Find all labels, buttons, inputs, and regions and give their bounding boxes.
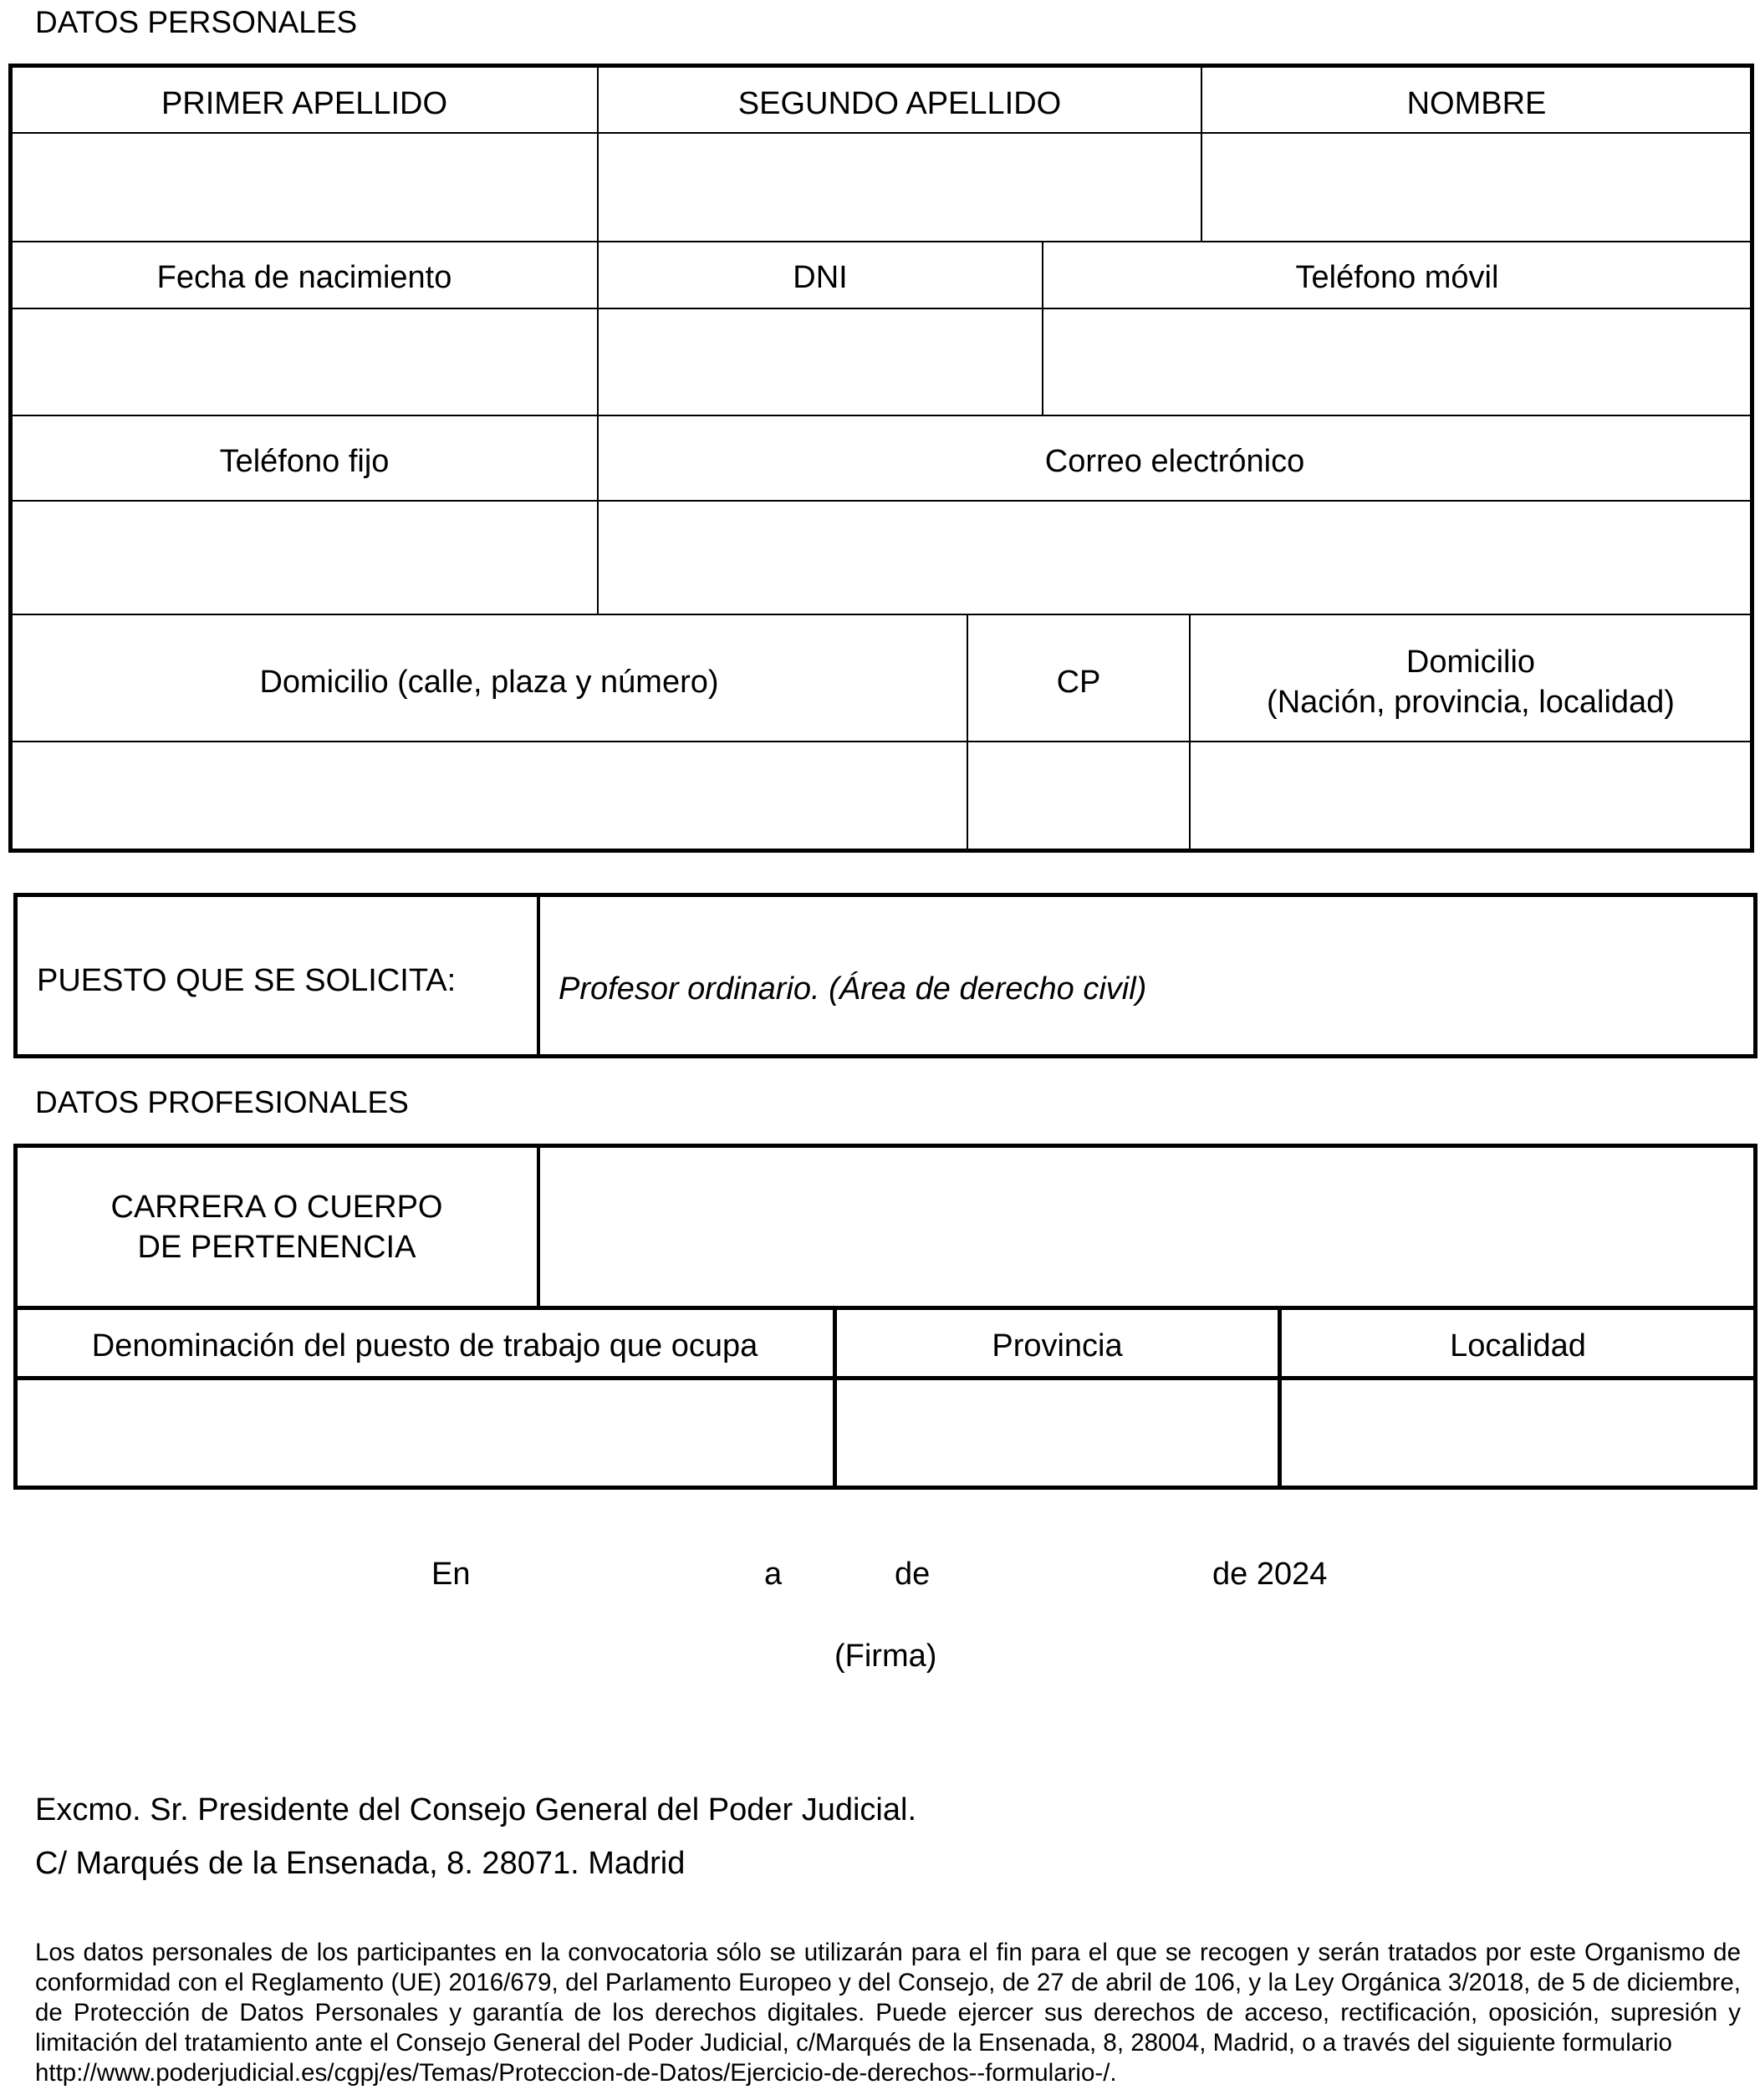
segundo-apellido-field[interactable] bbox=[599, 134, 1201, 241]
primer-apellido-label: PRIMER APELLIDO bbox=[161, 86, 448, 121]
date-year-label: de 2024 bbox=[1212, 1557, 1328, 1592]
date-a-label: a bbox=[764, 1557, 783, 1592]
domicilio-calle-field[interactable] bbox=[12, 742, 967, 848]
carrera-line1: CARRERA O CUERPO bbox=[110, 1190, 443, 1225]
addressee-line1: Excmo. Sr. Presidente del Consejo General del Poder Judicial. bbox=[35, 1792, 916, 1827]
provincia-field[interactable] bbox=[837, 1380, 1278, 1486]
date-de-label: de bbox=[895, 1557, 931, 1592]
divider bbox=[12, 415, 1751, 416]
divider bbox=[537, 896, 540, 1055]
telefono-movil-field[interactable] bbox=[1043, 309, 1751, 415]
divider bbox=[12, 614, 1751, 615]
nombre-label: NOMBRE bbox=[1406, 86, 1547, 121]
denominacion-label: Denominación del puesto de trabajo que ocupa bbox=[91, 1328, 758, 1363]
telefono-movil-label: Teléfono móvil bbox=[1295, 260, 1499, 295]
nombre-field[interactable] bbox=[1202, 134, 1751, 241]
cp-field[interactable] bbox=[968, 742, 1189, 848]
telefono-fijo-label: Teléfono fijo bbox=[219, 444, 390, 479]
puesto-label: PUESTO QUE SE SOLICITA: bbox=[37, 963, 457, 998]
denominacion-field[interactable] bbox=[17, 1380, 833, 1486]
privacy-notice bbox=[35, 1938, 1741, 2088]
localidad-field[interactable] bbox=[1282, 1380, 1754, 1486]
privacy-notice-url[interactable]: http://www.poderjudicial.es/cgpj/es/Temas/Proteccion-de-Datos/Ejercicio-de-derechos--formulario-/. bbox=[35, 2059, 1117, 2087]
dni-field[interactable] bbox=[599, 309, 1042, 415]
dni-label: DNI bbox=[793, 260, 848, 295]
professional-data-heading: DATOS PROFESIONALES bbox=[35, 1085, 409, 1119]
divider bbox=[12, 241, 1751, 242]
correo-label: Correo electrónico bbox=[1044, 444, 1305, 479]
cp-label: CP bbox=[1056, 665, 1101, 700]
puesto-value[interactable]: Profesor ordinario. (Área de derecho civil) bbox=[559, 971, 1147, 1007]
carrera-line2: DE PERTENENCIA bbox=[137, 1230, 416, 1265]
localidad-label: Localidad bbox=[1450, 1328, 1586, 1363]
firma-label: (Firma) bbox=[834, 1639, 937, 1674]
domicilio-nacion-field[interactable] bbox=[1191, 742, 1751, 848]
privacy-notice-body: Los datos personales de los participantes en la convocatoria sólo se utilizarán para el fin para el que se recogen y serán tratados por este Organismo de conformidad con el Reglamento (UE) 2016/679, del Parlamento Europeo y del Consejo, de 27 de abril de 106, y la Ley Orgánica 3/2018, de 5 de diciembre, de Protección de Datos Personales y garantía de los derechos digitales. Puede ejercer sus derechos de acceso, rectificación, oposición, supresión y limitación del tratamiento ante el Consejo General del Poder Judicial, c/Marqués de la Ensenada, 8, 28004, Madrid, o a través del siguiente formulario bbox=[35, 1939, 1741, 2057]
segundo-apellido-label: SEGUNDO APELLIDO bbox=[737, 86, 1062, 121]
personal-data-heading: DATOS PERSONALES bbox=[35, 5, 358, 39]
date-en-label: En bbox=[431, 1557, 471, 1592]
provincia-label: Provincia bbox=[992, 1328, 1123, 1363]
primer-apellido-field[interactable] bbox=[12, 134, 597, 241]
domicilio-calle-label: Domicilio (calle, plaza y número) bbox=[259, 665, 719, 700]
correo-field[interactable] bbox=[599, 502, 1751, 614]
carrera-field[interactable] bbox=[540, 1147, 1754, 1306]
carrera-label bbox=[17, 1187, 537, 1267]
domicilio-nacion-label bbox=[1191, 642, 1751, 722]
telefono-fijo-field[interactable] bbox=[12, 502, 597, 614]
fecha-nacimiento-field[interactable] bbox=[12, 309, 597, 415]
addressee-line2: C/ Marqués de la Ensenada, 8. 28071. Madrid bbox=[35, 1846, 686, 1881]
divider bbox=[17, 1306, 1754, 1310]
domicilio-nacion-line2: (Nación, provincia, localidad) bbox=[1267, 685, 1675, 720]
fecha-nacimiento-label: Fecha de nacimiento bbox=[156, 260, 452, 295]
domicilio-nacion-line1: Domicilio bbox=[1405, 645, 1536, 680]
